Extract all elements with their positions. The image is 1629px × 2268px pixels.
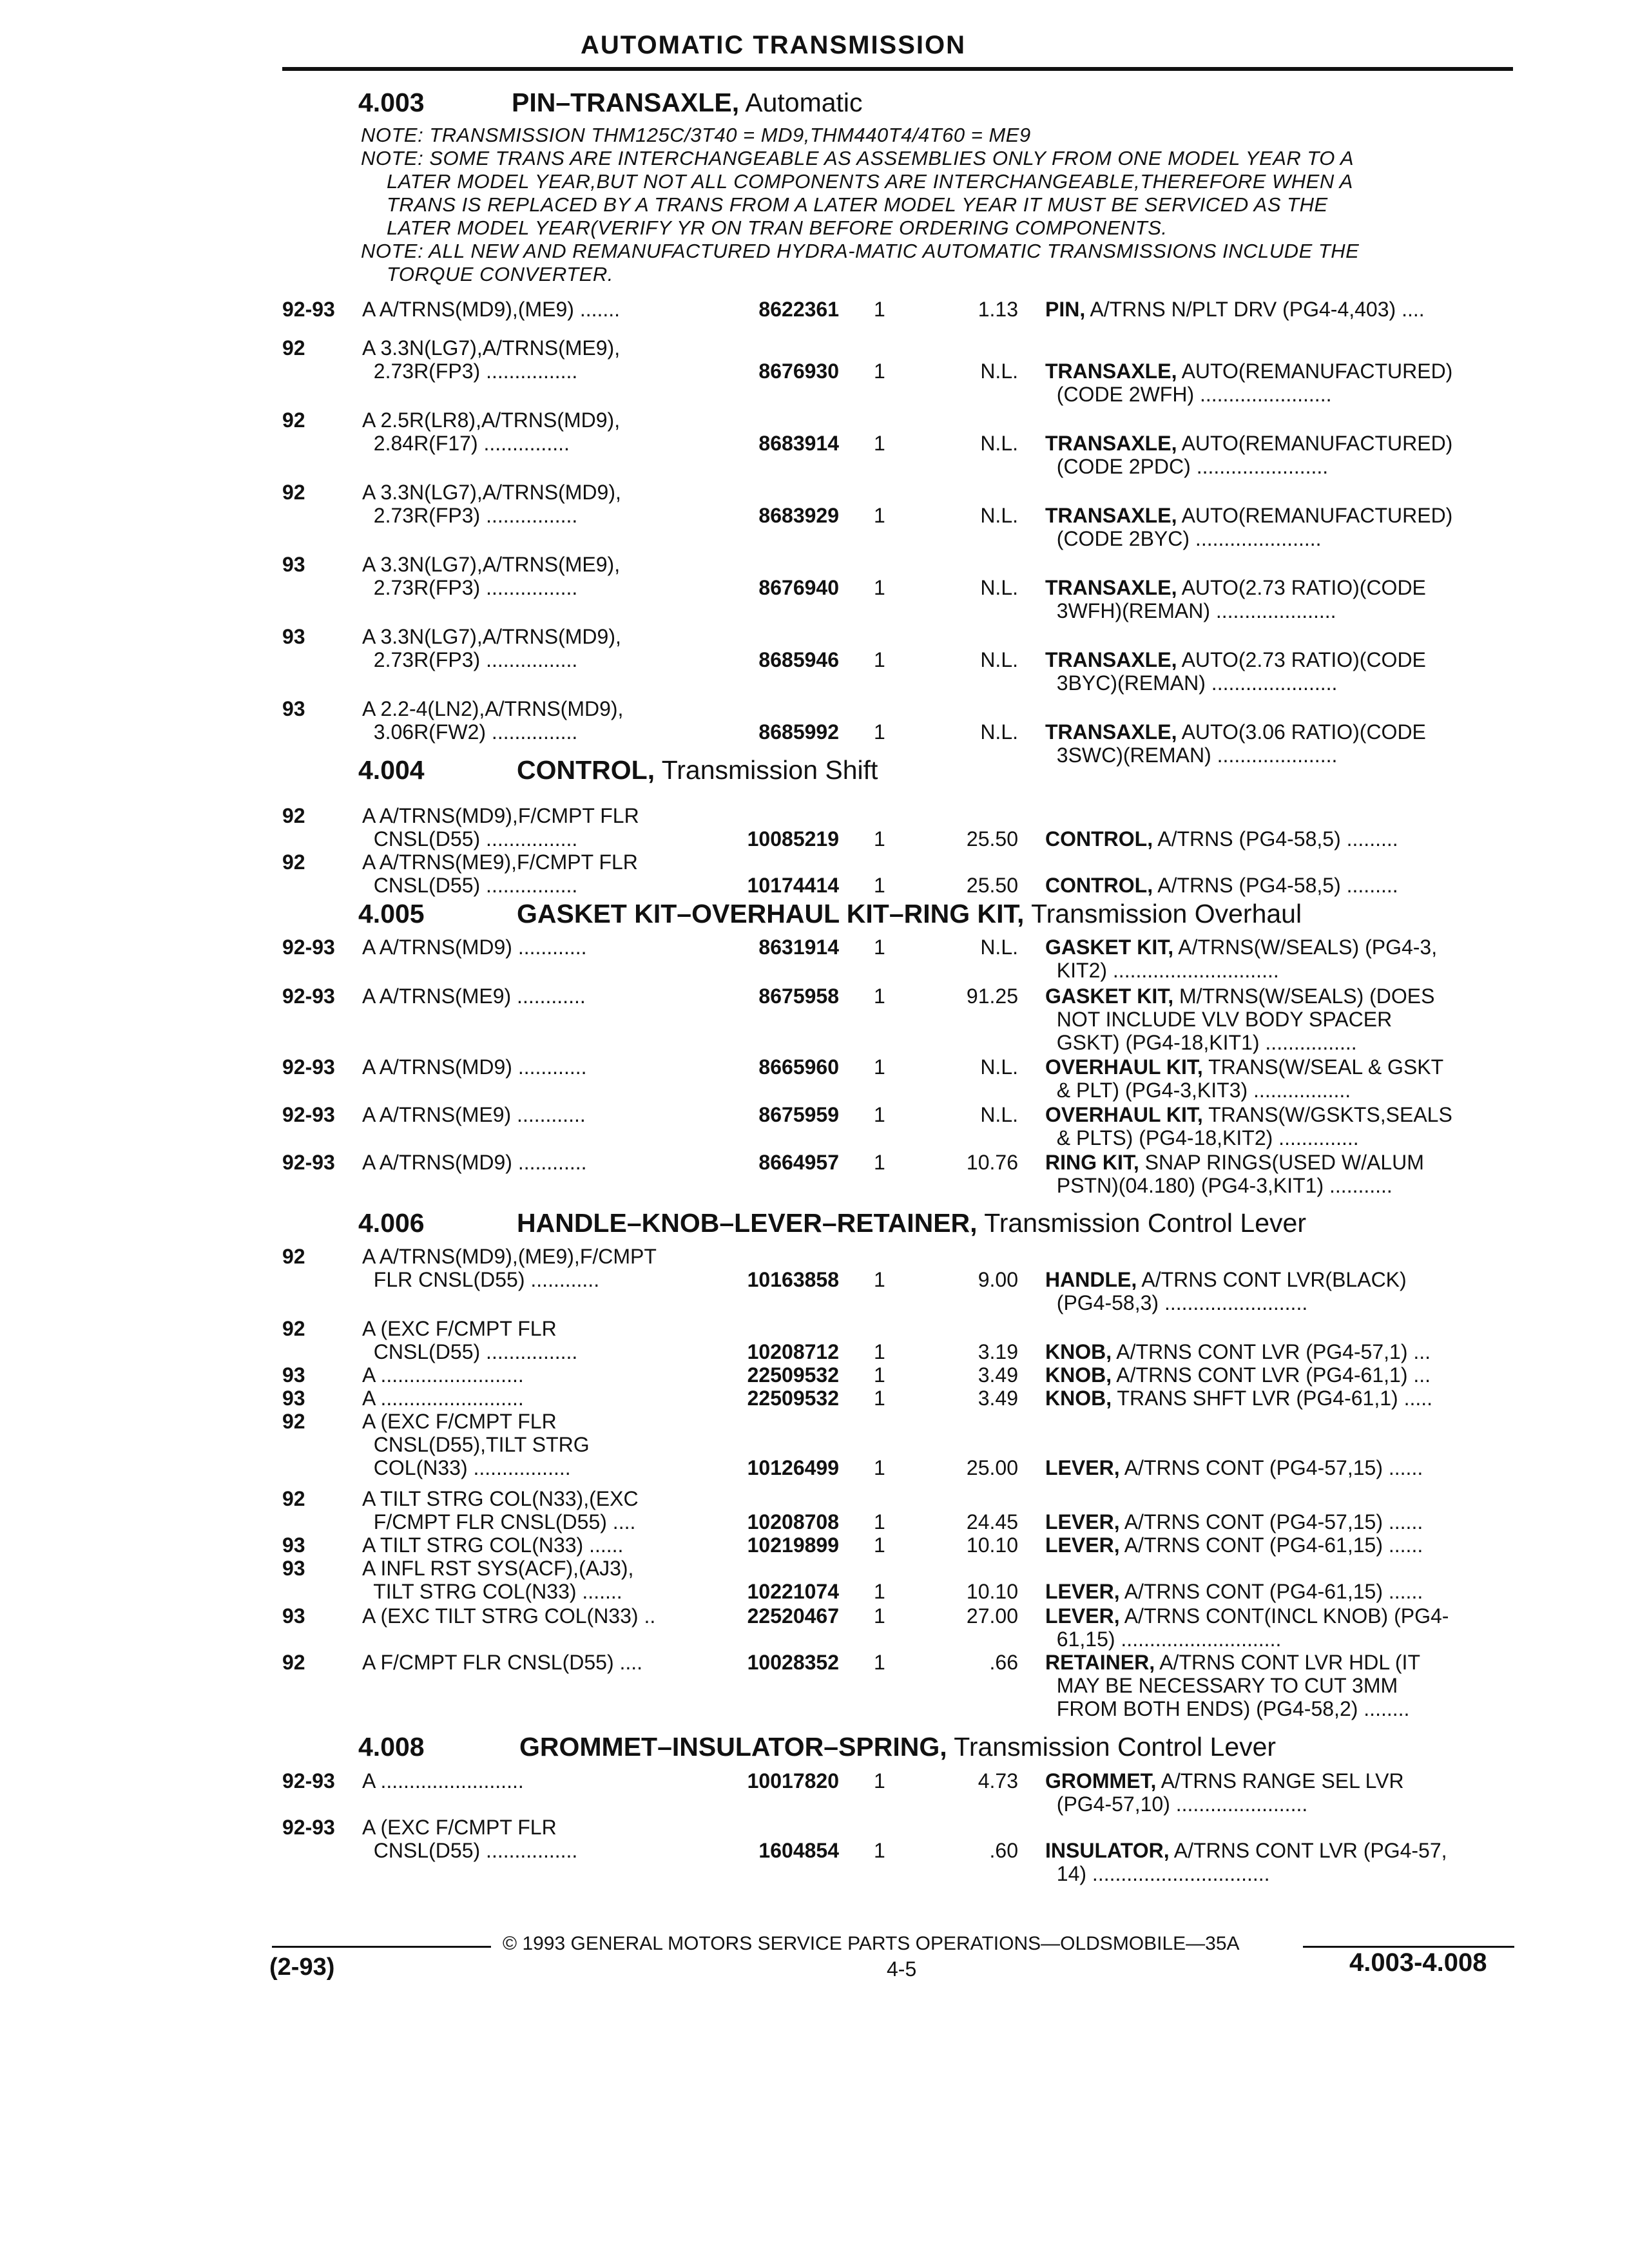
row-description [1045, 1103, 1452, 1126]
row-application: A (EXC F/CMPT FLR [362, 1816, 557, 1839]
row-application: A 2.2-4(LN2),A/TRNS(MD9), [362, 697, 624, 720]
row-part-name: INSULATOR, [1045, 1839, 1170, 1862]
row-description [1045, 432, 1452, 455]
row-part-name: LEVER, [1045, 1580, 1120, 1603]
row-description-continued: 3BYC)(REMAN) ...................... [1045, 671, 1338, 695]
row-quantity: 1 [874, 1651, 885, 1674]
row-description-continued: (PG4-57,10) ....................... [1045, 1792, 1308, 1816]
row-part-name: CONTROL, [1045, 874, 1153, 897]
row-part-detail: AUTO(2.73 RATIO)(CODE [1177, 576, 1426, 599]
row-quantity: 1 [874, 985, 885, 1008]
header-rule [282, 67, 1513, 71]
row-part-name: LEVER, [1045, 1604, 1120, 1628]
row-quantity: 1 [874, 360, 885, 383]
row-part-number: 8676940 [758, 576, 839, 599]
row-quantity: 1 [874, 432, 885, 455]
note-line: NOTE: SOME TRANS ARE INTERCHANGEABLE AS ASSEMBLIES ONLY FROM ONE MODEL YEAR TO A [361, 147, 1354, 169]
row-application: A 3.3N(LG7),A/TRNS(MD9), [362, 625, 621, 648]
row-price: .66 [989, 1651, 1018, 1674]
row-application: A 3.3N(LG7),A/TRNS(ME9), [362, 336, 621, 360]
row-part-number: 10017820 [747, 1769, 839, 1792]
footer-copyright: © 1993 GENERAL MOTORS SERVICE PARTS OPERATIONS—OLDSMOBILE—35A [503, 1933, 1240, 1954]
row-price: N.L. [980, 504, 1018, 527]
section-title: HANDLE–KNOB–LEVER–RETAINER, Transmission Control Lever [517, 1208, 1306, 1238]
row-year: 92 [282, 1487, 305, 1510]
row-quantity: 1 [874, 1340, 885, 1363]
row-part-name: TRANSAXLE, [1045, 576, 1177, 599]
row-part-detail: AUTO(2.73 RATIO)(CODE [1177, 648, 1426, 671]
row-part-detail: A/TRNS (PG4-58,5) ......... [1153, 827, 1398, 850]
row-application: A 2.5R(LR8),A/TRNS(MD9), [362, 408, 621, 432]
row-description [1045, 1151, 1424, 1174]
row-part-number: 8685992 [758, 720, 839, 744]
row-description [1045, 1580, 1423, 1603]
row-quantity: 1 [874, 576, 885, 599]
row-year: 92-93 [282, 298, 335, 321]
row-part-detail: A/TRNS CONT LVR (PG4-61,1) ... [1112, 1363, 1431, 1387]
row-description [1045, 936, 1437, 959]
row-description-continued: (CODE 2WFH) ....................... [1045, 383, 1332, 406]
row-year: 93 [282, 1604, 305, 1628]
row-part-name: KNOB, [1045, 1387, 1112, 1410]
row-part-number: 10219899 [747, 1533, 839, 1557]
row-price: N.L. [980, 1103, 1018, 1126]
row-application: A 3.3N(LG7),A/TRNS(ME9), [362, 553, 621, 576]
row-description [1045, 648, 1426, 671]
row-application: CNSL(D55) ................ [362, 874, 578, 897]
row-quantity: 1 [874, 648, 885, 671]
footer-rule-left [272, 1946, 491, 1948]
row-part-number: 22509532 [747, 1387, 839, 1410]
note-line: LATER MODEL YEAR,BUT NOT ALL COMPONENTS ARE INTERCHANGEABLE,THEREFORE WHEN A [387, 170, 1353, 193]
section-title: GROMMET–INSULATOR–SPRING, Transmission Control Lever [519, 1732, 1277, 1762]
row-description [1045, 985, 1434, 1008]
row-part-detail: A/TRNS CONT (PG4-61,15) ...... [1119, 1533, 1423, 1557]
row-price: 3.19 [978, 1340, 1018, 1363]
row-application: A A/TRNS(ME9) ............ [362, 1103, 586, 1126]
row-description [1045, 1651, 1420, 1674]
section-title: PIN–TRANSAXLE, Automatic [512, 88, 863, 117]
row-year: 92 [282, 1317, 305, 1340]
note-line: NOTE: ALL NEW AND REMANUFACTURED HYDRA-MATIC AUTOMATIC TRANSMISSIONS INCLUDE THE [361, 240, 1360, 262]
note-line: LATER MODEL YEAR(VERIFY YR ON TRAN BEFORE ORDERING COMPONENTS. [387, 216, 1168, 239]
row-application: A A/TRNS(ME9) ............ [362, 985, 586, 1008]
row-part-number: 10028352 [747, 1651, 839, 1674]
row-price: 27.00 [966, 1604, 1018, 1628]
row-part-detail: AUTO(REMANUFACTURED) [1177, 360, 1453, 383]
row-application: A INFL RST SYS(ACF),(AJ3), [362, 1557, 634, 1580]
row-description [1045, 504, 1452, 527]
row-application: 2.73R(FP3) ................ [362, 576, 578, 599]
footer-rule-right [1303, 1946, 1514, 1948]
section-title: GASKET KIT–OVERHAUL KIT–RING KIT, Transmission Overhaul [517, 899, 1302, 928]
row-part-name: CONTROL, [1045, 827, 1153, 850]
row-part-detail: A/TRNS CONT LVR HDL (IT [1155, 1651, 1420, 1674]
row-price: N.L. [980, 432, 1018, 455]
row-description [1045, 1510, 1423, 1533]
row-year: 93 [282, 1533, 305, 1557]
row-part-detail: A/TRNS CONT (PG4-57,15) ...... [1119, 1456, 1423, 1479]
row-price: 25.50 [966, 827, 1018, 850]
row-application: CNSL(D55) ................ [362, 1839, 578, 1862]
row-part-number: 10208712 [747, 1340, 839, 1363]
row-application: A (EXC F/CMPT FLR [362, 1410, 557, 1433]
row-description [1045, 1839, 1447, 1862]
row-quantity: 1 [874, 827, 885, 850]
row-application: A A/TRNS(ME9),F/CMPT FLR [362, 850, 638, 874]
row-application: TILT STRG COL(N33) ....... [362, 1580, 622, 1603]
row-part-name: RETAINER, [1045, 1651, 1155, 1674]
row-application: 2.73R(FP3) ................ [362, 504, 578, 527]
row-part-name: TRANSAXLE, [1045, 720, 1177, 744]
row-part-name: KNOB, [1045, 1363, 1112, 1387]
row-application: 2.84R(F17) ............... [362, 432, 570, 455]
row-price: 3.49 [978, 1363, 1018, 1387]
row-part-number: 8675958 [758, 985, 839, 1008]
row-description [1045, 1456, 1423, 1479]
row-year: 92 [282, 1245, 305, 1268]
row-year: 92 [282, 481, 305, 504]
row-application: CNSL(D55),TILT STRG [362, 1433, 590, 1456]
row-description-continued: 14) ............................... [1045, 1862, 1270, 1885]
row-quantity: 1 [874, 1510, 885, 1533]
row-description [1045, 1363, 1431, 1387]
row-year: 92-93 [282, 1769, 335, 1792]
row-application: CNSL(D55) ................ [362, 827, 578, 850]
row-year: 92-93 [282, 1816, 335, 1839]
section-number: 4.008 [358, 1732, 425, 1762]
row-part-number: 8664957 [758, 1151, 839, 1174]
row-application: A F/CMPT FLR CNSL(D55) .... [362, 1651, 643, 1674]
row-part-number: 22509532 [747, 1363, 839, 1387]
footer-page-number: 4-5 [887, 1957, 917, 1981]
section-number: 4.004 [358, 755, 425, 785]
row-part-number: 8675959 [758, 1103, 839, 1126]
row-application: A ......................... [362, 1387, 524, 1410]
row-description [1045, 360, 1452, 383]
row-application: A TILT STRG COL(N33),(EXC [362, 1487, 639, 1510]
row-quantity: 1 [874, 874, 885, 897]
row-description-continued: 61,15) ............................ [1045, 1628, 1282, 1651]
row-part-name: GASKET KIT, [1045, 936, 1174, 959]
row-part-detail: AUTO(3.06 RATIO)(CODE [1177, 720, 1426, 744]
row-part-detail: TRANS SHFT LVR (PG4-61,1) ..... [1112, 1387, 1433, 1410]
row-part-detail: A/TRNS N/PLT DRV (PG4-4,403) .... [1085, 298, 1425, 321]
row-description [1045, 1387, 1432, 1410]
row-part-detail: AUTO(REMANUFACTURED) [1177, 504, 1453, 527]
row-year: 92-93 [282, 985, 335, 1008]
row-description [1045, 874, 1398, 897]
row-description [1045, 1055, 1443, 1079]
row-year: 92-93 [282, 1055, 335, 1079]
row-price: 10.10 [966, 1533, 1018, 1557]
row-price: N.L. [980, 1055, 1018, 1079]
row-price: 10.76 [966, 1151, 1018, 1174]
row-part-name: TRANSAXLE, [1045, 432, 1177, 455]
row-year: 92 [282, 336, 305, 360]
row-year: 93 [282, 1363, 305, 1387]
row-description-continued: MAY BE NECESSARY TO CUT 3MM [1045, 1674, 1398, 1697]
row-part-name: TRANSAXLE, [1045, 648, 1177, 671]
row-description [1045, 1533, 1423, 1557]
row-part-number: 10174414 [747, 874, 839, 897]
row-quantity: 1 [874, 504, 885, 527]
row-year: 93 [282, 1557, 305, 1580]
row-description [1045, 298, 1425, 321]
row-part-number: 8622361 [758, 298, 839, 321]
row-description-continued: 3WFH)(REMAN) ..................... [1045, 599, 1336, 622]
row-year: 92-93 [282, 1103, 335, 1126]
row-application: 2.73R(FP3) ................ [362, 648, 578, 671]
row-price: 24.45 [966, 1510, 1018, 1533]
row-description-continued: FROM BOTH ENDS) (PG4-58,2) ........ [1045, 1697, 1410, 1720]
row-quantity: 1 [874, 1055, 885, 1079]
row-part-number: 22520467 [747, 1604, 839, 1628]
row-part-name: OVERHAUL KIT, [1045, 1055, 1203, 1079]
row-price: 1.13 [978, 298, 1018, 321]
row-description-continued: & PLT) (PG4-3,KIT3) ................. [1045, 1079, 1351, 1102]
row-description [1045, 576, 1426, 599]
row-part-number: 10126499 [747, 1456, 839, 1479]
row-year: 92 [282, 850, 305, 874]
row-part-number: 10085219 [747, 827, 839, 850]
row-quantity: 1 [874, 1103, 885, 1126]
row-part-number: 8631914 [758, 936, 839, 959]
row-price: N.L. [980, 576, 1018, 599]
row-year: 93 [282, 1387, 305, 1410]
row-year: 92 [282, 1410, 305, 1433]
row-price: 3.49 [978, 1387, 1018, 1410]
row-part-number: 8683929 [758, 504, 839, 527]
note-line: TRANS IS REPLACED BY A TRANS FROM A LATER MODEL YEAR IT MUST BE SERVICED AS THE [387, 193, 1328, 216]
row-part-detail: A/TRNS CONT (PG4-61,15) ...... [1119, 1580, 1423, 1603]
row-application: FLR CNSL(D55) ............ [362, 1268, 600, 1291]
row-price: 91.25 [966, 985, 1018, 1008]
row-quantity: 1 [874, 1151, 885, 1174]
row-description-continued: PSTN)(04.180) (PG4-3,KIT1) ........... [1045, 1174, 1393, 1197]
row-year: 92-93 [282, 936, 335, 959]
row-quantity: 1 [874, 1580, 885, 1603]
row-year: 92 [282, 1651, 305, 1674]
row-year: 92 [282, 408, 305, 432]
row-year: 93 [282, 625, 305, 648]
footer-date: (2-93) [269, 1954, 335, 1981]
row-part-name: HANDLE, [1045, 1268, 1137, 1291]
row-description-continued: GSKT) (PG4-18,KIT1) ................ [1045, 1031, 1357, 1054]
row-application: F/CMPT FLR CNSL(D55) .... [362, 1510, 636, 1533]
note-line: TORQUE CONVERTER. [387, 263, 613, 285]
row-part-name: GASKET KIT, [1045, 985, 1174, 1008]
row-part-number: 10163858 [747, 1268, 839, 1291]
row-year: 92 [282, 804, 305, 827]
row-price: 4.73 [978, 1769, 1018, 1792]
row-description-continued: KIT2) ............................. [1045, 959, 1279, 982]
row-quantity: 1 [874, 1604, 885, 1628]
row-description [1045, 1268, 1407, 1291]
row-part-detail: M/TRNS(W/SEALS) (DOES [1173, 985, 1435, 1008]
row-application: A A/TRNS(MD9) ............ [362, 1151, 587, 1174]
note-line: NOTE: TRANSMISSION THM125C/3T40 = MD9,THM440T4/4T60 = ME9 [361, 124, 1031, 146]
row-quantity: 1 [874, 1268, 885, 1291]
row-quantity: 1 [874, 298, 885, 321]
row-price: N.L. [980, 720, 1018, 744]
row-part-number: 10221074 [747, 1580, 839, 1603]
row-description [1045, 720, 1426, 744]
row-application: 2.73R(FP3) ................ [362, 360, 578, 383]
row-part-name: LEVER, [1045, 1456, 1120, 1479]
row-description [1045, 1340, 1431, 1363]
row-part-name: OVERHAUL KIT, [1045, 1103, 1203, 1126]
row-part-number: 8683914 [758, 432, 839, 455]
section-number: 4.003 [358, 88, 425, 117]
row-price: N.L. [980, 360, 1018, 383]
row-description [1045, 1769, 1404, 1792]
row-quantity: 1 [874, 1456, 885, 1479]
row-application: 3.06R(FW2) ............... [362, 720, 578, 744]
row-price: 10.10 [966, 1580, 1018, 1603]
row-part-number: 1604854 [758, 1839, 839, 1862]
row-part-name: GROMMET, [1045, 1769, 1157, 1792]
row-part-detail: SNAP RINGS(USED W/ALUM [1139, 1151, 1424, 1174]
row-part-detail: A/TRNS CONT LVR (PG4-57,1) ... [1112, 1340, 1431, 1363]
row-part-name: LEVER, [1045, 1533, 1120, 1557]
row-quantity: 1 [874, 1387, 885, 1410]
section-title: CONTROL, Transmission Shift [517, 755, 878, 785]
row-price: N.L. [980, 936, 1018, 959]
row-description [1045, 827, 1398, 850]
section-number: 4.005 [358, 899, 425, 928]
footer-range: 4.003-4.008 [1349, 1948, 1487, 1977]
row-application: A (EXC TILT STRG COL(N33) .. [362, 1604, 656, 1628]
row-price: .60 [989, 1839, 1018, 1862]
row-part-name: RING KIT, [1045, 1151, 1139, 1174]
row-year: 92-93 [282, 1151, 335, 1174]
row-price: 9.00 [978, 1268, 1018, 1291]
row-part-detail: A/TRNS (PG4-58,5) ......... [1153, 874, 1398, 897]
row-quantity: 1 [874, 936, 885, 959]
row-quantity: 1 [874, 1363, 885, 1387]
row-application: A A/TRNS(MD9),(ME9) ....... [362, 298, 621, 321]
row-quantity: 1 [874, 720, 885, 744]
page-header-title: AUTOMATIC TRANSMISSION [580, 31, 967, 59]
row-description-continued: (CODE 2PDC) ....................... [1045, 455, 1329, 478]
row-part-detail: TRANS(W/SEAL & GSKT [1202, 1055, 1444, 1079]
row-price: 25.50 [966, 874, 1018, 897]
row-description [1045, 1604, 1449, 1628]
row-part-number: 8665960 [758, 1055, 839, 1079]
row-part-number: 8676930 [758, 360, 839, 383]
row-application: A TILT STRG COL(N33) ...... [362, 1533, 624, 1557]
row-application: A ......................... [362, 1769, 524, 1792]
row-description-continued: (PG4-58,3) ......................... [1045, 1291, 1308, 1314]
row-part-name: LEVER, [1045, 1510, 1120, 1533]
row-application: A A/TRNS(MD9) ............ [362, 1055, 587, 1079]
row-description-continued: NOT INCLUDE VLV BODY SPACER [1045, 1008, 1393, 1031]
row-part-detail: A/TRNS RANGE SEL LVR [1156, 1769, 1404, 1792]
row-part-detail: A/TRNS CONT LVR(BLACK) [1137, 1268, 1407, 1291]
row-description-continued: (CODE 2BYC) ...................... [1045, 527, 1322, 550]
row-application: A A/TRNS(MD9),(ME9),F/CMPT [362, 1245, 657, 1268]
row-year: 93 [282, 553, 305, 576]
section-number: 4.006 [358, 1208, 425, 1238]
row-quantity: 1 [874, 1533, 885, 1557]
row-part-detail: A/TRNS CONT(INCL KNOB) (PG4- [1119, 1604, 1449, 1628]
row-price: 25.00 [966, 1456, 1018, 1479]
row-application: COL(N33) ................. [362, 1456, 571, 1479]
row-part-number: 10208708 [747, 1510, 839, 1533]
row-part-name: KNOB, [1045, 1340, 1112, 1363]
row-part-detail: AUTO(REMANUFACTURED) [1177, 432, 1453, 455]
row-application: A A/TRNS(MD9),F/CMPT FLR [362, 804, 639, 827]
row-part-detail: A/TRNS CONT LVR (PG4-57, [1169, 1839, 1447, 1862]
row-quantity: 1 [874, 1839, 885, 1862]
row-year: 93 [282, 697, 305, 720]
row-price: N.L. [980, 648, 1018, 671]
row-part-name: TRANSAXLE, [1045, 360, 1177, 383]
row-part-detail: TRANS(W/GSKTS,SEALS [1202, 1103, 1452, 1126]
row-application: A 3.3N(LG7),A/TRNS(MD9), [362, 481, 621, 504]
row-part-detail: A/TRNS CONT (PG4-57,15) ...... [1119, 1510, 1423, 1533]
row-description-continued: 3SWC)(REMAN) ..................... [1045, 744, 1338, 767]
row-application: CNSL(D55) ................ [362, 1340, 578, 1363]
row-quantity: 1 [874, 1769, 885, 1792]
row-part-name: PIN, [1045, 298, 1086, 321]
row-application: A (EXC F/CMPT FLR [362, 1317, 557, 1340]
row-application: A A/TRNS(MD9) ............ [362, 936, 587, 959]
row-part-name: TRANSAXLE, [1045, 504, 1177, 527]
row-application: A ......................... [362, 1363, 524, 1387]
row-part-detail: A/TRNS(W/SEALS) (PG4-3, [1173, 936, 1438, 959]
row-description-continued: & PLTS) (PG4-18,KIT2) .............. [1045, 1126, 1359, 1149]
row-part-number: 8685946 [758, 648, 839, 671]
